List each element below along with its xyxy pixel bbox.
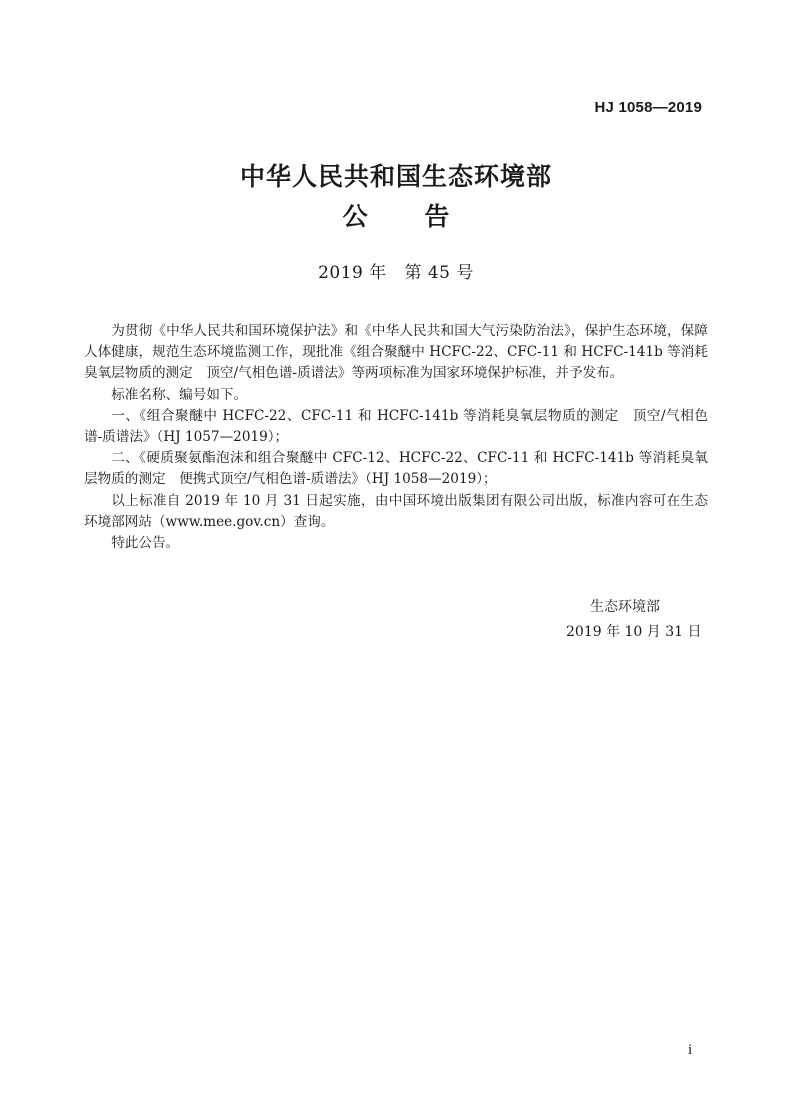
paragraph-implementation: 以上标准自 2019 年 10 月 31 日起实施，由中国环境出版集团有限公司出版，标准内容可在生态环境部网站（www.mee.gov.cn）查询。 [84,492,708,530]
signature-date: 2019 年 10 月 31 日 [566,624,702,640]
paragraph-list-intro: 标准名称、编号如下。 [111,386,248,403]
standard-code: HJ 1058—2019 [594,99,702,116]
signature-org: 生态环境部 [590,599,660,615]
paragraph-closing: 特此公告。 [111,535,180,552]
paragraph-standard-1: 一、《组合聚醚中 HCFC-22、CFC-11 和 HCFC-141b 等消耗臭氧层物质的测定 顶空/气相色谱-质谱法》（HJ 1057—2019）； [84,407,708,446]
issue-number: 2019 年 第 45 号 [318,263,474,283]
paragraph-intro: 为贯彻《中华人民共和国环境保护法》和《中华人民共和国大气污染防治法》，保护生态环境，保障人体健康，规范生态环境监测工作，现批准《组合聚醚中 HCFC-22、CFC-11 和 HCFC-141b 等消耗臭氧层物质的测定 顶空/气相色谱-质谱法》等两项标准为国家环境保护标准，并予发布。 [84,323,708,382]
page-number: i [688,1042,693,1058]
paragraph-standard-2: 二、《硬质聚氨酯泡沫和组合聚醚中 CFC-12、HCFC-22、CFC-11 和 HCFC-141b 等消耗臭氧层物质的测定 便携式顶空/气相色谱-质谱法》（HJ 1058—2019）； [84,450,708,488]
document-title: 中华人民共和国生态环境部 [239,162,552,191]
announcement-body [84,321,708,554]
document-subtitle: 公 告 [342,202,474,231]
